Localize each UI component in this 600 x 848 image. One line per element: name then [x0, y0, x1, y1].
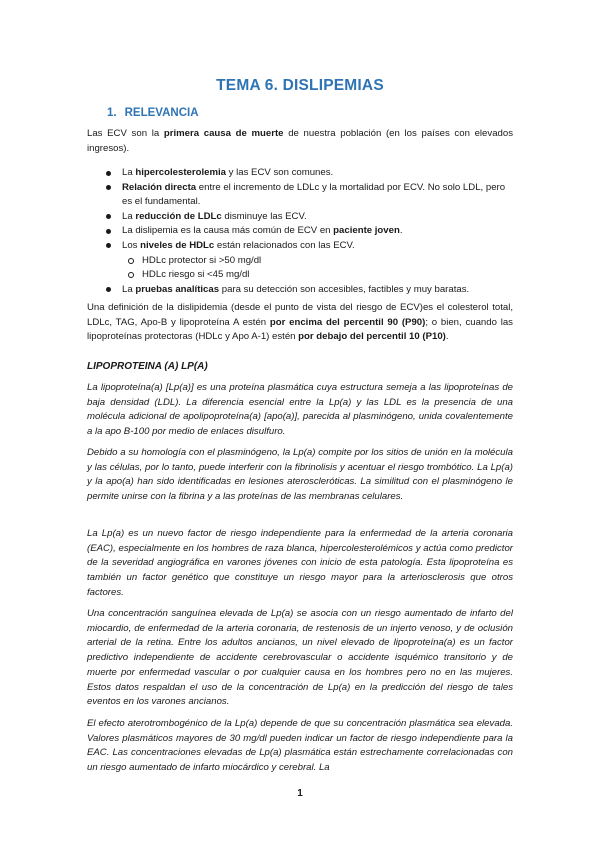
- lpa-paragraph: La Lp(a) es un nuevo factor de riesgo independiente para la enfermedad de la arteria coronaria (EAC), especialmente en los hombres de raza blanca, hipercolesterolémicos y actúa como predictor de la severidad angiográfica en varones jóvenes con inicio de esta patología. Esta lipoproteína es también un factor genético que constituye un riesgo mayor para la arteriosclerosis que otros factores.: [87, 528, 513, 598]
- page-number: 1: [297, 788, 303, 799]
- lpa-paragraph: La lipoproteína(a) [Lp(a)] es una proteína plasmática cuya estructura semeja a las lipoproteínas de baja densidad (LDL). La diferencia esencial entre la Lp(a) y las LDL es la presencia de una molécula adicional de apolipoproteína(a) [apo(a)], parecida al plasminógeno, unida covalentemente a la apo B-100 por medio de enlaces disulfuro.: [87, 382, 513, 438]
- relevancia-bullet-list: [106, 166, 513, 297]
- bullet-text: .: [399, 225, 403, 237]
- bullet-bold: Relación directa: [122, 181, 197, 193]
- definition-text: ; o bien, cuando las lipoproteínas protectoras (HDLc y Apo A-1) estén: [87, 316, 513, 343]
- bullet-text: disminuye las ECV.: [221, 210, 307, 222]
- bullet-text: La: [122, 283, 136, 295]
- bullet-text: y las ECV son comunes.: [226, 167, 334, 178]
- definition-paragraph: [87, 301, 513, 345]
- lpa-paragraph: El efecto aterotrombogénico de la Lp(a) depende de que su concentración plasmática sea elevada. Valores plasmáticos mayores de 30 mg/dl pueden indicar un factor de riesgo independiente para la EAC. Las concentraciones elevadas de Lp(a) plasmática están estrechamente correlacionadas con un riesgo aumentado de infarto miocárdico y cerebral. La: [87, 718, 513, 774]
- definition-text: .: [445, 331, 449, 343]
- bullet-bold: niveles de HDLc: [140, 239, 215, 251]
- intro-text-a: Las ECV son la: [87, 128, 164, 139]
- definition-bold: por debajo del percentil 10 (P10): [298, 331, 446, 343]
- bullet-item: [106, 239, 513, 254]
- lpa-paragraph: Debido a su homología con el plasminógeno, la Lp(a) compite por los sitios de unión en la molécula y las células, por lo tanto, puede interferir con la fibrinolisis y acentuar el riesgo trombótico. La Lp(a) y la apo(a) han sido identificadas en lesiones ateroscleróticas. La similitud con el plasminógeno le permite unirse con la fibrina y a las proteínas de las membranas celulares.: [87, 447, 513, 503]
- subsection-heading-lpa: LIPOPROTEINA (A) LP(A): [87, 361, 208, 372]
- bullet-text: La dislipemia es la causa más común de ECV en: [122, 225, 334, 237]
- bullet-bold: reducción de LDLc: [135, 210, 222, 222]
- definition-text: Una definición de la dislipidemia (desde el punto de vista del riesgo de ECV)es el colesterol total, LDLc, TAG, Apo-B y lipoproteína A estén: [87, 302, 513, 328]
- section-title: RELEVANCIA: [124, 107, 199, 119]
- bullet-item: [106, 166, 513, 181]
- bullet-text: están relacionados con las ECV.: [214, 239, 355, 251]
- section-number: 1.: [107, 107, 117, 119]
- bullet-item: [106, 181, 513, 210]
- sub-bullet-item: HDLc protector si >50 mg/dl: [106, 254, 513, 269]
- bullet-bold: pruebas analíticas: [135, 283, 220, 295]
- bullet-text: La: [122, 210, 136, 222]
- sub-bullet-item: HDLc riesgo si <45 mg/dl: [106, 268, 513, 283]
- bullet-text: Los: [122, 239, 141, 251]
- bullet-text: para su detección son accesibles, factibles y muy baratas.: [219, 283, 470, 295]
- section-heading-relevancia: [107, 107, 199, 119]
- bullet-bold: paciente joven: [333, 225, 400, 237]
- bullet-text: La: [122, 167, 136, 178]
- definition-bold: por encima del percentil 90 (P90): [269, 316, 426, 328]
- intro-bold: primera causa de muerte: [163, 128, 284, 139]
- intro-text-c: de nuestra población (en los países con elevados ingresos).: [87, 128, 513, 154]
- bullet-bold: hipercolesterolemia: [135, 167, 226, 178]
- relevancia-intro-paragraph: [87, 127, 513, 156]
- bullet-text: entre el incremento de LDLc y la mortalidad por ECV. No solo LDL, pero es el fundamental.: [122, 181, 506, 208]
- bullet-item: [106, 283, 513, 298]
- bullet-item: [106, 210, 513, 225]
- document-title: TEMA 6. DISLIPEMIAS: [216, 77, 384, 94]
- bullet-item: [106, 224, 513, 239]
- lpa-paragraph: Una concentración sanguínea elevada de Lp(a) se asocia con un riesgo aumentado de infarto del miocardio, de enfermedad de la arteria coronaria, de restenosis de un injerto venoso, y de oclusión arterial de la retina. Entre los adultos ancianos, un nivel elevado de lipoproteína(a) es un factor predictivo independiente de accidente cerebrovascular o accidente isquémico transitorio y de muerte por enfermedad vascular o por cualquier causa en los hombres pero no en las mujeres. Estos datos respaldan el uso de la concentración de Lp(a) en la predicción del riesgo de tales eventos en los varones ancianos.: [87, 608, 513, 708]
